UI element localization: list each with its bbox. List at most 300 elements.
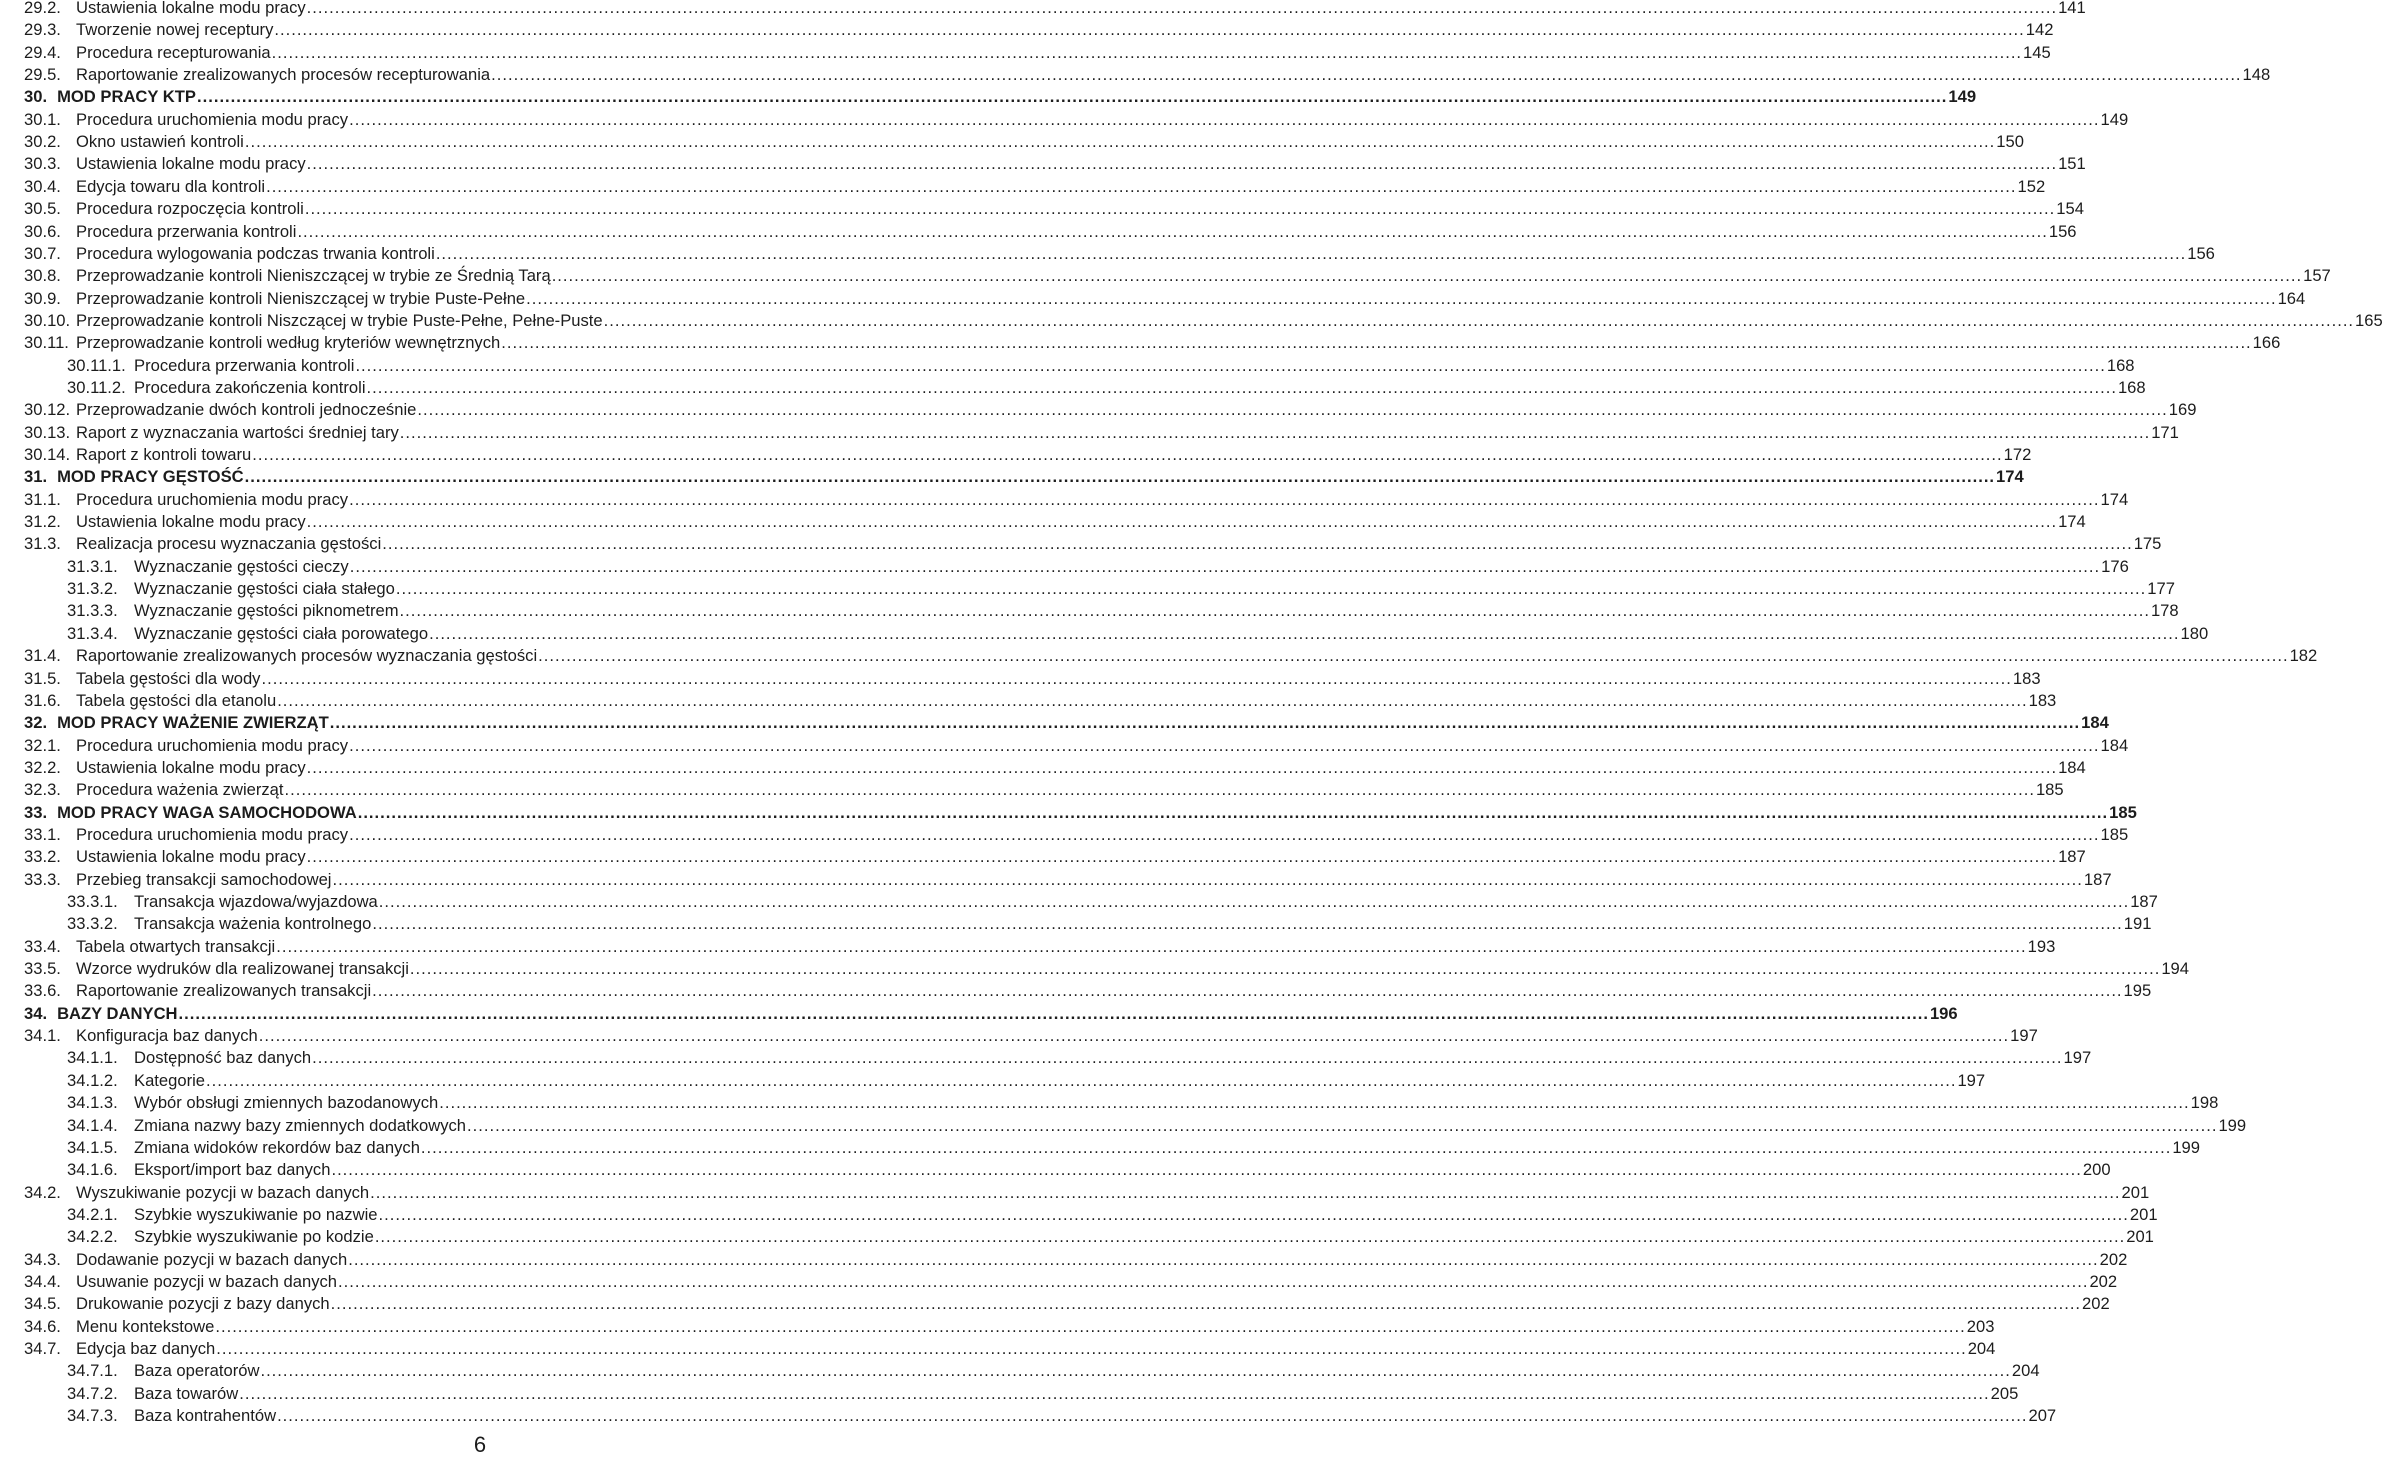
toc-entry[interactable] — [24, 131, 2024, 153]
toc-entry-page: 202 — [2089, 1271, 2118, 1291]
toc-entry-number: 34.7. — [24, 1339, 61, 1358]
dot-leader — [331, 1159, 2081, 1181]
toc-entry[interactable] — [24, 1249, 2128, 1271]
toc-entry-title: Konfiguracja baz danych — [76, 1026, 258, 1046]
toc-entry[interactable] — [67, 891, 2158, 913]
toc-entry-page: 151 — [2058, 154, 2086, 174]
toc-entry-page: 142 — [2025, 20, 2054, 40]
toc-entry-number: 34.1.6. — [67, 1160, 118, 1180]
toc-entry-number: 32.1. — [24, 735, 61, 755]
toc-entry-page: 176 — [2101, 556, 2129, 576]
dot-leader — [260, 1360, 2010, 1382]
toc-entry-number: 30.7. — [24, 243, 61, 263]
toc-entry-title: Raportowanie zrealizowanych procesów wyznaczania gęstości — [76, 646, 538, 666]
toc-entry-title: Drukowanie pozycji z bazy danych — [76, 1294, 330, 1314]
toc-entry-number: 31. — [24, 467, 48, 487]
toc-entry-title: Tworzenie nowej receptury — [76, 20, 274, 40]
toc-entry-title: Procedura ważenia zwierząt — [76, 780, 284, 800]
toc-entry-title: MOD PRACY GĘSTOŚĆ — [57, 467, 244, 487]
toc-entry-page: 183 — [2028, 690, 2057, 710]
dot-leader — [552, 265, 2302, 287]
toc-entry-page: 168 — [2117, 377, 2146, 397]
toc-entry[interactable] — [24, 533, 2162, 555]
dot-leader — [421, 1137, 2171, 1159]
toc-entry-title: Przeprowadzanie kontroli Nieniszczącej w trybie Puste-Pełne — [76, 288, 526, 308]
dot-leader — [272, 42, 2022, 64]
toc-entry-number: 30.11.1. — [67, 355, 126, 375]
toc-entry-title: Transakcja ważenia kontrolnego — [134, 914, 372, 934]
toc-entry-number: 33. — [24, 802, 48, 822]
toc-entry-number: 32.3. — [24, 780, 61, 800]
toc-entry-page: 174 — [1996, 467, 2024, 487]
toc-entry[interactable] — [67, 1047, 2092, 1069]
toc-entry-page: 201 — [2121, 1182, 2150, 1202]
toc-entry[interactable] — [24, 1025, 2038, 1047]
dot-leader — [467, 1115, 2217, 1137]
toc-entry[interactable] — [24, 0, 2086, 19]
toc-entry-page: 191 — [2123, 914, 2152, 934]
toc-entry[interactable] — [67, 1360, 2040, 1382]
toc-entry-number: 30.8. — [24, 266, 61, 286]
toc-entry-number: 30.4. — [24, 176, 61, 196]
toc-entry-title: Procedura uruchomienia modu pracy — [76, 824, 349, 844]
toc-entry[interactable] — [67, 623, 2209, 645]
page-number: 6 — [473, 1432, 487, 1457]
toc-entry[interactable] — [24, 958, 2190, 980]
toc-entry-number: 31.3.4. — [67, 623, 118, 643]
toc-entry[interactable] — [24, 824, 2129, 846]
toc-entry-number: 34.1.4. — [67, 1115, 118, 1135]
toc-entry[interactable] — [24, 310, 2383, 332]
toc-entry[interactable] — [24, 645, 2318, 667]
dot-leader — [372, 980, 2122, 1002]
toc-entry-number: 31.2. — [24, 512, 61, 532]
toc-entry-page: 200 — [2082, 1160, 2111, 1180]
dot-leader — [350, 556, 2100, 578]
toc-entry-title: MOD PRACY KTP — [57, 87, 196, 107]
toc-entry[interactable] — [24, 64, 2271, 86]
toc-entry[interactable] — [67, 600, 2179, 622]
toc-entry-title: Zmiana widoków rekordów baz danych — [134, 1137, 420, 1157]
dot-leader — [396, 578, 2146, 600]
dot-leader — [277, 1405, 2027, 1427]
dot-leader — [538, 645, 2288, 667]
toc-entry[interactable] — [24, 511, 2086, 533]
dot-leader — [307, 511, 2057, 533]
toc-entry-title: Szybkie wyszukiwanie po nazwie — [134, 1204, 378, 1224]
toc-entry-number: 30.9. — [24, 288, 61, 308]
toc-entry-number: 33.5. — [24, 959, 61, 979]
toc-entry-title: Tabela gęstości dla etanolu — [76, 690, 277, 710]
toc-entry[interactable] — [67, 1159, 2111, 1181]
dot-leader — [297, 221, 2047, 243]
toc-entry-title: Wyznaczanie gęstości ciała stałego — [134, 579, 395, 599]
toc-entry-title: Transakcja wjazdowa/wyjazdowa — [134, 892, 378, 911]
toc-entry-number: 30.11.2. — [67, 377, 126, 397]
dot-leader — [379, 891, 2129, 913]
dot-leader — [307, 153, 2057, 175]
dot-leader — [239, 1383, 1989, 1405]
toc-entry-page: 152 — [2017, 176, 2046, 196]
toc-entry-page: 169 — [2168, 400, 2197, 420]
toc-entry-title: Okno ustawień kontroli — [76, 132, 244, 152]
dot-leader — [259, 1025, 2009, 1047]
dot-leader — [370, 1182, 2120, 1204]
toc-entry-number: 31.6. — [24, 690, 61, 710]
toc-entry-title: Przeprowadzanie dwóch kontroli jednocześnie — [76, 400, 417, 420]
toc-entry[interactable] — [67, 1204, 2158, 1226]
toc-entry[interactable] — [24, 936, 2056, 958]
dot-leader — [400, 422, 2150, 444]
toc-entry[interactable] — [24, 1003, 1958, 1025]
toc-entry-title: Zmiana nazwy bazy zmiennych dodatkowych — [134, 1115, 467, 1135]
dot-leader — [197, 86, 1947, 108]
toc-entry-title: Procedura wylogowania podczas trwania kontroli — [76, 243, 435, 263]
toc-entry-number: 34.2.2. — [67, 1227, 118, 1247]
toc-entry[interactable] — [24, 1338, 1996, 1360]
dot-leader — [276, 936, 2026, 958]
toc-entry-page: 184 — [2058, 757, 2086, 777]
toc-entry-page: 168 — [2106, 355, 2135, 375]
dot-leader — [358, 802, 2108, 824]
toc-entry-title: Edycja towaru dla kontroli — [76, 176, 266, 196]
toc-entry-page: 174 — [2100, 489, 2129, 509]
toc-entry-number: 29.4. — [24, 42, 61, 62]
dot-leader — [312, 1047, 2062, 1069]
toc-entry-title: Wybór obsługi zmiennych bazodanowych — [134, 1093, 439, 1113]
toc-entry-title: Ustawienia lokalne modu pracy — [76, 154, 306, 174]
dot-leader — [274, 19, 2024, 41]
toc-entry[interactable] — [24, 19, 2054, 41]
toc-entry-number: 33.4. — [24, 936, 61, 956]
toc-entry-title: Ustawienia lokalne modu pracy — [76, 512, 306, 532]
toc-entry-page: 156 — [2187, 243, 2215, 263]
dot-leader — [375, 1226, 2125, 1248]
dot-leader — [307, 846, 2057, 868]
toc-entry[interactable] — [24, 690, 2057, 712]
toc-entry-title: Edycja baz danych — [76, 1339, 216, 1358]
toc-entry[interactable] — [67, 1070, 1986, 1092]
toc-entry-title: Procedura recepturowania — [76, 42, 271, 62]
dot-leader — [379, 1204, 2129, 1226]
toc-entry[interactable] — [24, 712, 2109, 734]
toc-entry-page: 172 — [2003, 445, 2032, 464]
dot-leader — [349, 735, 2099, 757]
dot-leader — [277, 690, 2027, 712]
dot-leader — [338, 1271, 2088, 1293]
toc-entry-number: 30.13. — [24, 422, 71, 442]
toc-entry-title: Tabela gęstości dla wody — [76, 668, 261, 688]
toc-entry-page: 177 — [2147, 579, 2175, 599]
toc-entry[interactable] — [24, 757, 2086, 779]
toc-entry[interactable] — [67, 1383, 2019, 1405]
toc-entry-number: 34.6. — [24, 1316, 61, 1336]
toc-entry-page: 204 — [1967, 1339, 1996, 1358]
dot-leader — [331, 1293, 2081, 1315]
toc-entry-title: Raportowanie zrealizowanych procesów recepturowania — [76, 65, 491, 85]
toc-entry-number: 30.3. — [24, 154, 61, 174]
toc-entry-title: Procedura przerwania kontroli — [134, 355, 355, 375]
toc-entry-page: 184 — [2081, 713, 2109, 733]
toc-entry[interactable] — [24, 668, 2041, 690]
toc-entry-title: Baza operatorów — [134, 1361, 260, 1381]
toc-entry-title: Realizacja procesu wyznaczania gęstości — [76, 534, 382, 554]
toc-entry-title: MOD PRACY WAŻENIE ZWIERZĄT — [57, 713, 329, 733]
toc-entry-page: 175 — [2133, 534, 2162, 554]
toc-entry[interactable] — [24, 332, 2281, 354]
toc-entry-page: 202 — [2082, 1294, 2110, 1314]
toc-entry[interactable] — [24, 288, 2306, 310]
toc-entry-title: BAZY DANYCH — [57, 1003, 178, 1023]
toc-entry-page: 182 — [2289, 646, 2318, 666]
dot-leader — [245, 466, 1995, 488]
toc-entry-page: 205 — [1990, 1383, 2019, 1403]
toc-entry-page: 203 — [1966, 1316, 1995, 1336]
toc-entry-number: 30.10. — [24, 310, 71, 330]
toc-entry-number: 33.3.2. — [67, 914, 118, 934]
dot-leader — [206, 1070, 1956, 1092]
toc-entry-title: Wyznaczanie gęstości ciała porowatego — [134, 623, 429, 643]
toc-entry[interactable] — [24, 735, 2129, 757]
toc-entry[interactable] — [24, 1182, 2150, 1204]
toc-entry[interactable] — [67, 556, 2129, 578]
dot-leader — [367, 377, 2117, 399]
toc-entry-number: 29.2. — [24, 0, 61, 17]
toc-entry[interactable] — [24, 221, 2077, 243]
toc-entry[interactable] — [24, 198, 2084, 220]
dot-leader — [330, 712, 2080, 734]
dot-leader — [417, 399, 2167, 421]
toc-entry[interactable] — [67, 377, 2146, 399]
toc-entry-title: Przeprowadzanie kontroli Nieniszczącej w trybie ze Średnią Tarą — [76, 266, 551, 286]
toc-entry[interactable] — [67, 1226, 2154, 1248]
toc-entry[interactable] — [24, 980, 2152, 1002]
toc-entry-title: Wzorce wydruków dla realizowanej transakcji — [76, 959, 409, 979]
toc-entry-number: 31.1. — [24, 489, 61, 509]
toc-entry[interactable] — [67, 1405, 2057, 1427]
toc-entry-page: 145 — [2023, 42, 2051, 62]
dot-leader — [266, 176, 2016, 198]
toc-entry[interactable] — [24, 1316, 1995, 1338]
toc-entry-number: 34.3. — [24, 1249, 61, 1269]
toc-entry[interactable] — [24, 176, 2046, 198]
toc-entry-number: 34.2. — [24, 1182, 61, 1202]
dot-leader — [307, 0, 2057, 19]
toc-entry-number: 30. — [24, 87, 48, 107]
toc-entry-number: 31.3. — [24, 534, 61, 554]
toc-entry-page: 166 — [2252, 333, 2281, 353]
toc-entry-number: 30.12. — [24, 400, 71, 420]
toc-entry-title: Baza towarów — [134, 1383, 239, 1403]
toc-entry-page: 157 — [2303, 266, 2331, 286]
toc-entry-page: 156 — [2048, 221, 2077, 241]
toc-entry-page: 183 — [2012, 668, 2041, 688]
toc-entry-page: 204 — [2011, 1361, 2040, 1381]
toc-entry-page: 178 — [2150, 601, 2179, 621]
dot-leader — [245, 131, 1995, 153]
dot-leader — [526, 288, 2276, 310]
toc-entry-page: 149 — [2100, 109, 2129, 129]
toc-entry-title: Raport z kontroli towaru — [76, 445, 252, 464]
toc-entry[interactable] — [24, 109, 2129, 131]
toc-entry-number: 34.7.3. — [67, 1406, 118, 1426]
dot-leader — [372, 913, 2122, 935]
toc-entry-page: 185 — [2035, 780, 2064, 800]
dot-leader — [491, 64, 2241, 86]
dot-leader — [349, 489, 2099, 511]
dot-leader — [382, 533, 2132, 555]
toc-entry-page: 184 — [2100, 735, 2129, 755]
toc-entry-title: Ustawienia lokalne modu pracy — [76, 0, 306, 17]
toc-entry-title: Menu kontekstowe — [76, 1316, 215, 1336]
toc-entry-page: 197 — [2063, 1048, 2092, 1068]
dot-leader — [305, 198, 2055, 220]
toc-entry[interactable] — [67, 1137, 2201, 1159]
toc-entry-page: 149 — [1948, 87, 1977, 107]
dot-leader — [501, 332, 2251, 354]
toc-entry-page: 185 — [2109, 802, 2137, 822]
dot-leader — [604, 310, 2354, 332]
toc-entry[interactable] — [67, 1115, 2247, 1137]
toc-entry-number: 34.7.1. — [67, 1361, 118, 1381]
toc-entry-page: 171 — [2151, 422, 2179, 442]
toc-entry[interactable] — [67, 355, 2135, 377]
toc-entry[interactable] — [24, 846, 2086, 868]
toc-entry-title: Procedura przerwania kontroli — [76, 221, 297, 241]
toc-entry-title: Dostępność baz danych — [134, 1048, 312, 1068]
dot-leader — [439, 1092, 2189, 1114]
toc-entry-number: 30.14. — [24, 445, 71, 464]
toc-entry-page: 207 — [2028, 1406, 2057, 1426]
dot-leader — [261, 668, 2011, 690]
toc-entry[interactable] — [24, 86, 1977, 108]
toc-entry-title: Baza kontrahentów — [134, 1406, 277, 1426]
toc-entry-title: Ustawienia lokalne modu pracy — [76, 757, 306, 777]
toc-entry-title: Procedura zakończenia kontroli — [134, 377, 366, 397]
toc-entry-page: 174 — [2058, 512, 2086, 532]
dot-leader — [348, 1249, 2098, 1271]
toc-entry-page: 180 — [2180, 623, 2209, 643]
toc-entry-page: 201 — [2126, 1227, 2154, 1247]
dot-leader — [307, 757, 2057, 779]
toc-entry-page: 187 — [2130, 892, 2158, 911]
toc-entry-number: 33.3. — [24, 869, 61, 889]
toc-entry[interactable] — [24, 1293, 2110, 1315]
toc-entry-number: 34.1.1. — [67, 1048, 118, 1068]
toc-entry-title: Raport z wyznaczania wartości średniej tary — [76, 422, 399, 442]
toc-entry-number: 31.3.1. — [67, 556, 118, 576]
toc-entry-number: 30.6. — [24, 221, 61, 241]
dot-leader — [410, 958, 2160, 980]
toc-entry-title: Raportowanie zrealizowanych transakcji — [76, 981, 372, 1001]
dot-leader — [216, 1338, 1966, 1360]
dot-leader — [349, 824, 2099, 846]
toc-entry-page: 154 — [2056, 199, 2084, 219]
toc-entry-number: 29.5. — [24, 65, 61, 85]
toc-entry-title: Wyszukiwanie pozycji w bazach danych — [76, 1182, 370, 1202]
toc-entry-page: 198 — [2190, 1093, 2219, 1113]
dot-leader — [215, 1316, 1965, 1338]
toc-entry-title: Procedura uruchomienia modu pracy — [76, 109, 349, 129]
toc-entry-number: 30.11. — [24, 333, 69, 353]
toc-entry[interactable] — [24, 42, 2051, 64]
dot-leader — [355, 355, 2105, 377]
dot-leader — [429, 623, 2179, 645]
toc-entry[interactable] — [24, 489, 2129, 511]
toc-entry[interactable] — [24, 466, 2024, 488]
toc-entry-number: 30.1. — [24, 109, 61, 129]
toc-entry-page: 196 — [1929, 1003, 1958, 1023]
toc-entry-page: 202 — [2099, 1249, 2128, 1269]
toc-entry[interactable] — [24, 779, 2064, 801]
toc-entry-title: Kategorie — [134, 1070, 206, 1090]
toc-entry[interactable] — [24, 869, 2112, 891]
toc-entry[interactable] — [24, 444, 2032, 466]
toc-entry-page: 185 — [2100, 824, 2129, 844]
toc-entry[interactable] — [67, 578, 2175, 600]
toc-entry-title: Wyznaczanie gęstości cieczy — [134, 556, 349, 576]
toc-entry[interactable] — [24, 1271, 2118, 1293]
toc-entry-number: 30.2. — [24, 132, 61, 152]
toc-entry-title: Procedura uruchomienia modu pracy — [76, 489, 349, 509]
toc-entry[interactable] — [24, 399, 2197, 421]
toc-entry-number: 31.3.3. — [67, 601, 118, 621]
toc-entry-number: 34.7.2. — [67, 1383, 118, 1403]
toc-entry-number: 33.3.1. — [67, 892, 118, 911]
toc-entry-number: 32. — [24, 713, 48, 733]
toc-entry-number: 33.6. — [24, 981, 61, 1001]
toc-entry-number: 34.1.5. — [67, 1137, 118, 1157]
toc-entry-title: Wyznaczanie gęstości piknometrem — [134, 601, 399, 621]
toc-entry-number: 31.5. — [24, 668, 61, 688]
dot-leader — [400, 600, 2150, 622]
toc-entry[interactable] — [24, 243, 2215, 265]
dot-leader — [349, 109, 2099, 131]
toc-entry-title: Dodawanie pozycji w bazach danych — [76, 1249, 348, 1269]
toc-entry[interactable] — [67, 1092, 2219, 1114]
toc-entry-page: 148 — [2242, 65, 2271, 85]
toc-entry-page: 141 — [2058, 0, 2086, 17]
toc-entry[interactable] — [24, 422, 2179, 444]
toc-entry-page: 201 — [2129, 1204, 2158, 1224]
dot-leader — [436, 243, 2186, 265]
toc-entry-title: Szybkie wyszukiwanie po kodzie — [134, 1227, 374, 1247]
dot-leader — [252, 444, 2002, 466]
toc-entry-number: 34. — [24, 1003, 48, 1023]
toc-entry-number: 34.1. — [24, 1026, 61, 1046]
toc-entry-page: 187 — [2083, 869, 2112, 889]
toc-entry-page: 150 — [1996, 132, 2024, 152]
toc-entry-number: 34.4. — [24, 1271, 61, 1291]
toc-entry-title: Przebieg transakcji samochodowej — [76, 869, 332, 889]
toc-entry-title: Przeprowadzanie kontroli według kryteriów wewnętrznych — [76, 333, 501, 353]
toc-entry[interactable] — [67, 913, 2152, 935]
toc-entry-page: 193 — [2027, 936, 2056, 956]
toc-entry-page: 194 — [2161, 959, 2190, 979]
toc-entry[interactable] — [24, 153, 2086, 175]
toc-entry-number: 29.3. — [24, 20, 61, 40]
toc-entry-number: 33.2. — [24, 847, 61, 867]
toc-entry[interactable] — [24, 265, 2331, 287]
toc-entry-page: 197 — [2010, 1026, 2038, 1046]
toc-entry-number: 34.1.3. — [67, 1093, 118, 1113]
toc-entry-number: 31.4. — [24, 646, 61, 666]
toc-entry-page: 195 — [2123, 981, 2152, 1001]
toc-entry[interactable] — [24, 802, 2137, 824]
toc-entry-page: 197 — [1957, 1070, 1986, 1090]
toc-entry-number: 34.5. — [24, 1294, 61, 1314]
toc-entry-title: Przeprowadzanie kontroli Niszczącej w trybie Puste-Pełne, Pełne-Puste — [76, 310, 603, 330]
